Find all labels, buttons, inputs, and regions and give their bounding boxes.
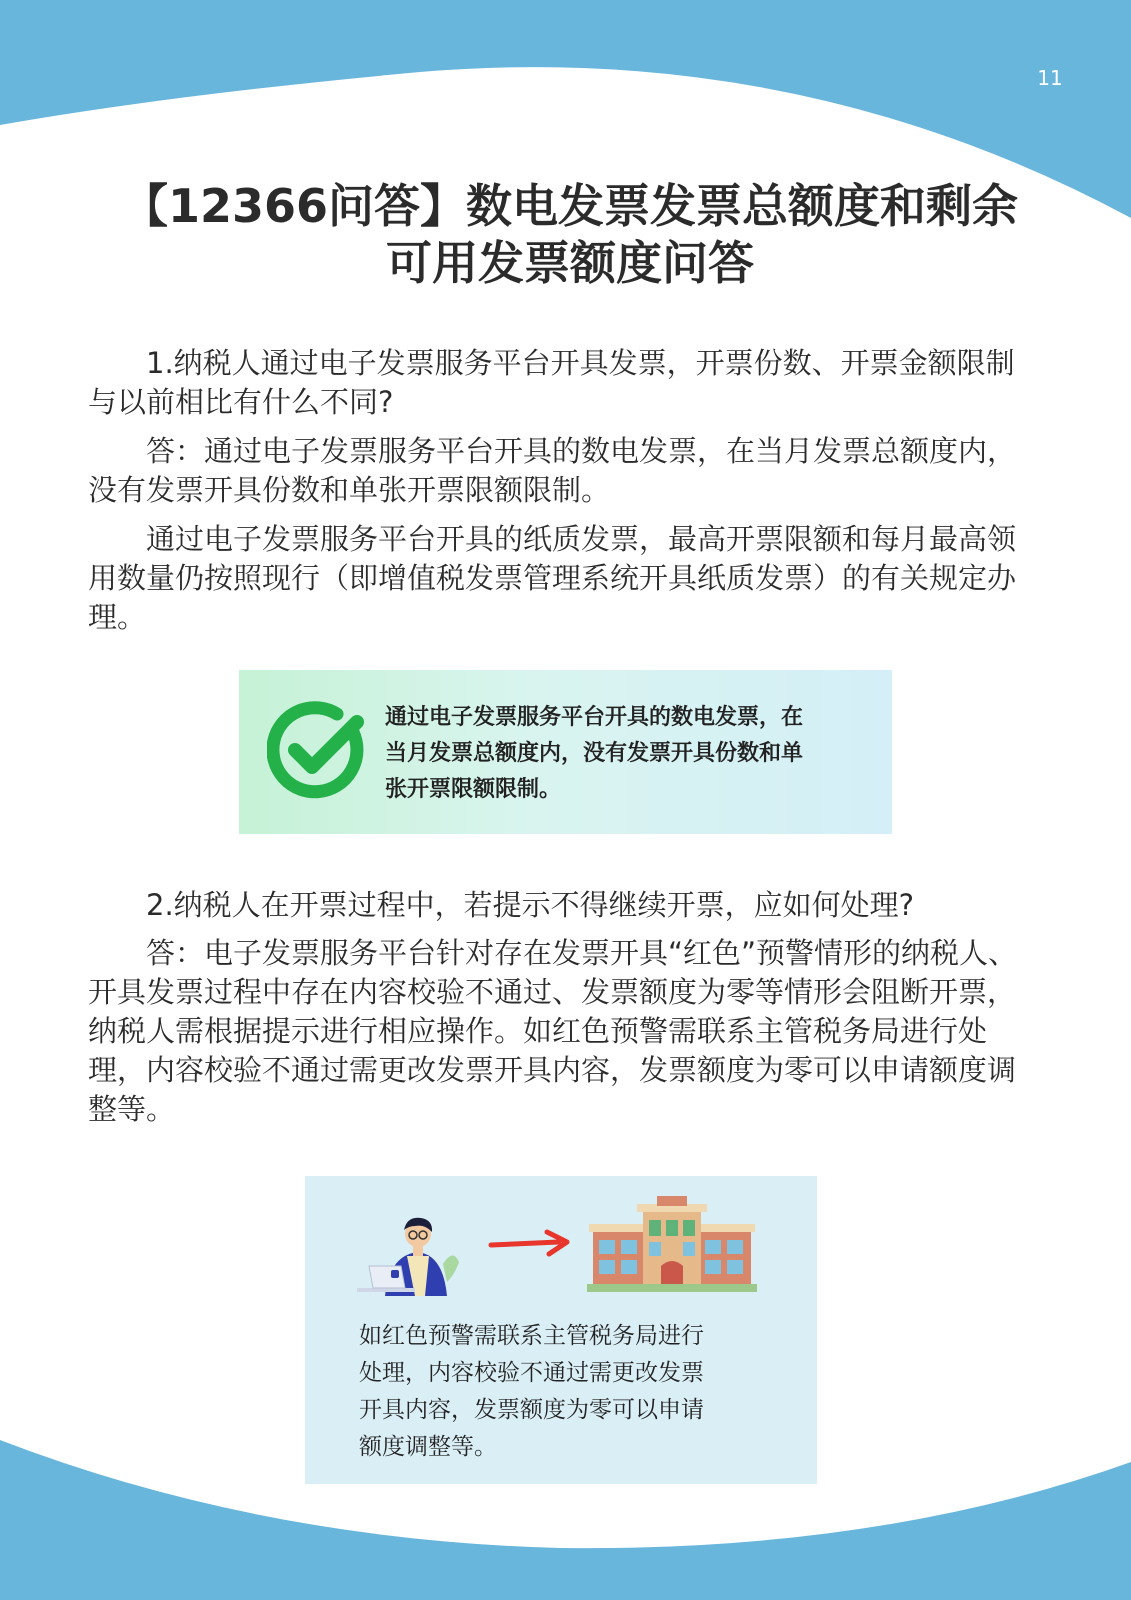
person-laptop-icon xyxy=(355,1204,467,1296)
page-title xyxy=(95,178,1045,292)
page-number: 11 xyxy=(1037,66,1063,90)
callout-green-line-3: 张开票限额限制。 xyxy=(385,777,562,802)
callout-green-line-2: 当月发票总额度内，没有发票开具份数和单 xyxy=(385,741,804,766)
callout-blue-line-3: 开具内容，发票额度为零可以申请 xyxy=(359,1397,704,1423)
callout-digital-invoice xyxy=(239,670,892,834)
check-circle-icon xyxy=(267,700,367,800)
answer-2: 答：电子发票服务平台针对存在发票开具“红色”预警情形的纳税人、开具发票过程中存在内容校验不通过、发票额度为零等情形会阻断开票，纳税人需根据提示进行相应操作。如红色预警需联系主管税务局进行处理，内容校验不通过需更改发票开具内容，发票额度为零可以申请额度调整等。 xyxy=(88,936,1018,1126)
callout-green-text xyxy=(385,700,865,808)
question-2: 2.纳税人在开票过程中，若提示不得继续开票，应如何处理? xyxy=(146,888,915,922)
callout-blue-line-4: 额度调整等。 xyxy=(359,1434,497,1460)
answer-1: 答：通过电子发票服务平台开具的数电发票，在当月发票总额度内，没有发票开具份数和单张开票限额限制。 xyxy=(88,434,1017,507)
callout-green-line-1: 通过电子发票服务平台开具的数电发票，在 xyxy=(385,705,804,730)
tax-office-building-icon xyxy=(587,1196,757,1296)
callout-blue-line-1: 如红色预警需联系主管税务局进行 xyxy=(359,1323,704,1349)
arrow-right-icon xyxy=(487,1228,573,1258)
callout-blue-text xyxy=(359,1318,779,1466)
question-1: 1.纳税人通过电子发票服务平台开具发票，开票份数、开票金额限制与以前相比有什么不同? xyxy=(88,346,1015,419)
answer-1-paper: 通过电子发票服务平台开具的纸质发票，最高开票限额和每月最高领用数量仍按照现行（即增值税发票管理系统开具纸质发票）的有关规定办理。 xyxy=(88,522,1017,634)
title-line-2: 可用发票额度问答 xyxy=(386,236,754,290)
callout-red-warning xyxy=(305,1176,817,1484)
callout-blue-line-2: 处理，内容校验不通过需更改发票 xyxy=(359,1360,704,1386)
title-line-1: 【12366问答】数电发票发票总额度和剩余 xyxy=(121,179,1019,233)
